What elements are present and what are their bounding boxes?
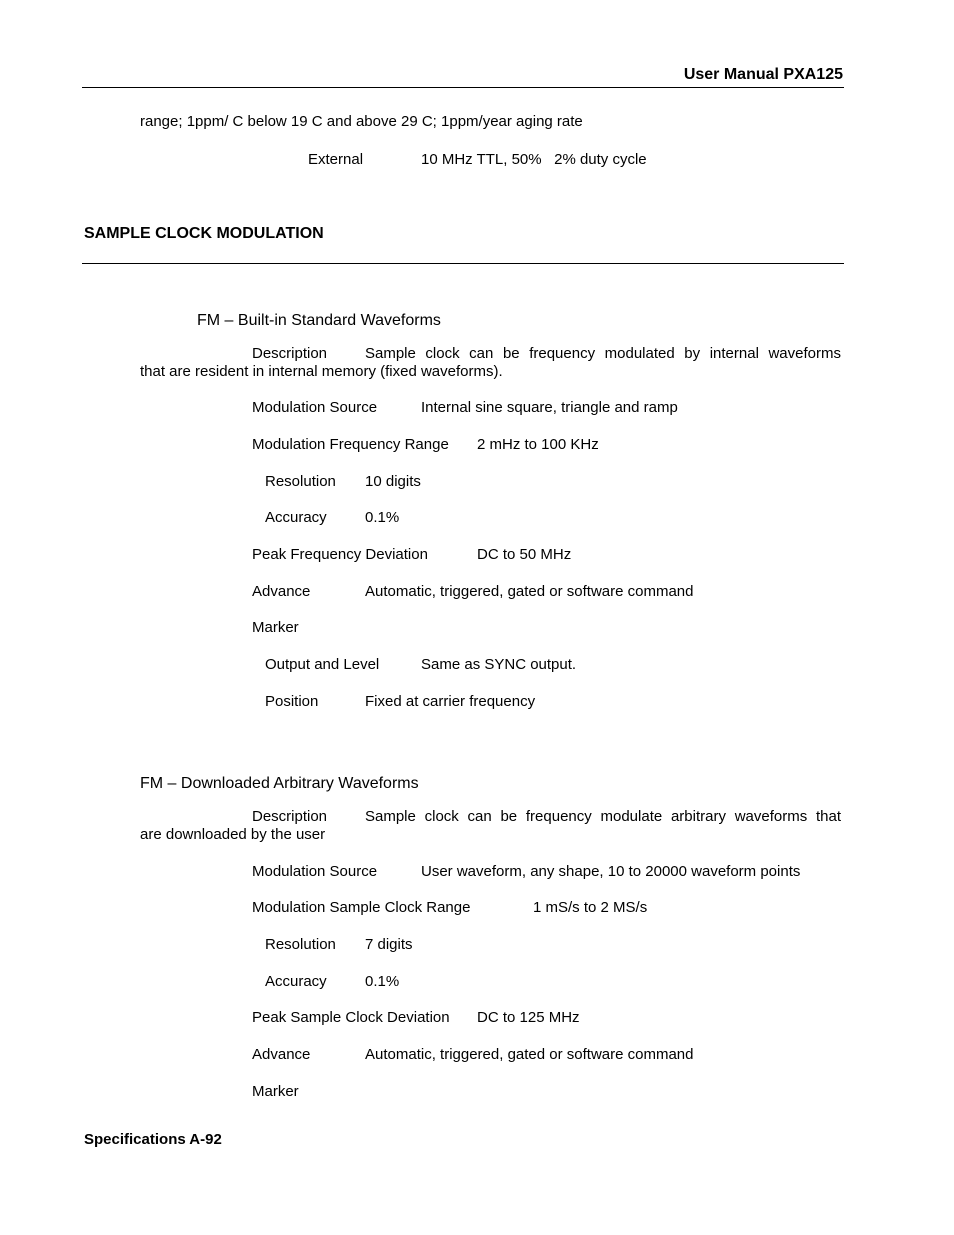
external-value: 10 MHz TTL, 50% 2% duty cycle bbox=[421, 151, 647, 168]
fm-builtin-mod-source-label: Modulation Source bbox=[252, 399, 378, 416]
fm-downloaded-peak-dev-label: Peak Sample Clock Deviation bbox=[252, 1009, 450, 1026]
fm-builtin-accuracy-label: Accuracy bbox=[265, 509, 327, 526]
fm-downloaded-mod-clock-label: Modulation Sample Clock Range bbox=[252, 899, 471, 916]
fm-downloaded-heading: FM – Downloaded Arbitrary Waveforms bbox=[140, 775, 419, 792]
fm-builtin-description-label: Description bbox=[252, 345, 328, 362]
fm-builtin-description-first: Sample clock can be frequency modulated by internal waveforms bbox=[365, 345, 841, 362]
fm-builtin-peak-dev-label: Peak Frequency Deviation bbox=[252, 546, 428, 563]
fm-downloaded-advance-label: Advance bbox=[252, 1046, 311, 1063]
fm-builtin-output-level-label: Output and Level bbox=[265, 656, 380, 673]
fm-builtin-output-level-value: Same as SYNC output. bbox=[421, 656, 577, 673]
fm-downloaded-description-first: Sample clock can be frequency modulate arbitrary waveforms that bbox=[365, 808, 841, 825]
header-title: User Manual PXA125 bbox=[683, 66, 843, 83]
fm-builtin-position-value: Fixed at carrier frequency bbox=[365, 693, 536, 710]
fm-downloaded-marker-label: Marker bbox=[252, 1083, 299, 1100]
header-rule bbox=[82, 87, 844, 88]
fm-builtin-resolution-value: 10 digits bbox=[365, 473, 421, 490]
fm-builtin-advance-label: Advance bbox=[252, 583, 311, 600]
fm-builtin-peak-dev-value: DC to 50 MHz bbox=[477, 546, 572, 563]
fm-builtin-heading: FM – Built-in Standard Waveforms bbox=[197, 312, 441, 329]
fm-builtin-mod-freq-label: Modulation Frequency Range bbox=[252, 436, 449, 453]
fm-downloaded-description-label: Description bbox=[252, 808, 328, 825]
external-label: External bbox=[308, 151, 364, 168]
fm-builtin-advance-value: Automatic, triggered, gated or software command bbox=[365, 583, 694, 600]
section-title: SAMPLE CLOCK MODULATION bbox=[84, 225, 324, 242]
range-line: range; 1ppm/ C below 19 C and above 29 C; 1ppm/year aging rate bbox=[140, 113, 583, 130]
fm-builtin-position-label: Position bbox=[265, 693, 319, 710]
fm-downloaded-mod-source-value: User waveform, any shape, 10 to 20000 waveform points bbox=[421, 863, 801, 880]
fm-downloaded-resolution-value: 7 digits bbox=[365, 936, 413, 953]
fm-builtin-resolution-label: Resolution bbox=[265, 473, 336, 490]
fm-downloaded-peak-dev-value: DC to 125 MHz bbox=[477, 1009, 580, 1026]
fm-builtin-marker-label: Marker bbox=[252, 619, 299, 636]
section-rule bbox=[82, 263, 844, 264]
fm-downloaded-mod-clock-value: 1 mS/s to 2 MS/s bbox=[533, 899, 648, 916]
fm-downloaded-mod-source-label: Modulation Source bbox=[252, 863, 378, 880]
fm-builtin-mod-freq-value: 2 mHz to 100 KHz bbox=[477, 436, 599, 453]
fm-builtin-accuracy-value: 0.1% bbox=[365, 509, 400, 526]
fm-downloaded-advance-value: Automatic, triggered, gated or software command bbox=[365, 1046, 694, 1063]
footer-page-label: Specifications A-92 bbox=[84, 1131, 222, 1148]
fm-builtin-description-rest: that are resident in internal memory (fixed waveforms). bbox=[140, 363, 503, 380]
fm-builtin-mod-source-value: Internal sine square, triangle and ramp bbox=[421, 399, 678, 416]
fm-downloaded-accuracy-label: Accuracy bbox=[265, 973, 327, 990]
fm-downloaded-accuracy-value: 0.1% bbox=[365, 973, 400, 990]
fm-downloaded-description-rest: are downloaded by the user bbox=[140, 826, 326, 843]
fm-downloaded-resolution-label: Resolution bbox=[265, 936, 336, 953]
